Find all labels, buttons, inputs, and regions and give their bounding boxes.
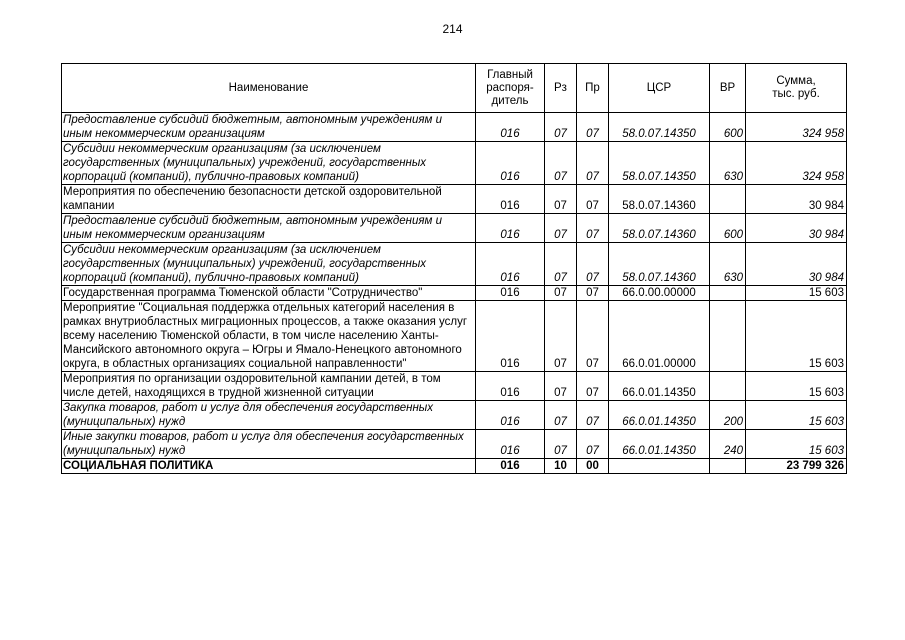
budget-table [61,63,847,474]
cell-rz: 07 [545,401,577,430]
cell-name: Предоставление субсидий бюджетным, автономным учреждениям и иным некоммерческим организациям [62,113,476,142]
cell-name: Субсидии некоммерческим организациям (за исключением государственных (муниципальных) учреждений, государственных корпораций (компаний), публично-правовых компаний) [62,142,476,185]
table-row [62,459,847,474]
cell-vr: 200 [710,401,746,430]
cell-pr: 07 [577,301,609,372]
cell-name: Закупка товаров, работ и услуг для обеспечения государственных (муниципальных) нужд [62,401,476,430]
cell-name: Мероприятия по организации оздоровительной кампании детей, в том числе детей, находящихся в трудной жизненной ситуации [62,372,476,401]
cell-pr: 07 [577,142,609,185]
cell-sum: 30 984 [746,243,847,286]
cell-csr: 66.0.01.14350 [609,372,710,401]
cell-rz: 07 [545,185,577,214]
cell-vr [710,286,746,301]
cell-vr: 630 [710,243,746,286]
cell-sum: 15 603 [746,401,847,430]
cell-name: Субсидии некоммерческим организациям (за исключением государственных (муниципальных) учреждений, государственных корпораций (компаний), публично-правовых компаний) [62,243,476,286]
cell-name: СОЦИАЛЬНАЯ ПОЛИТИКА [62,459,476,474]
cell-grbs: 016 [476,430,545,459]
header-grbs-line2: распоря- [486,81,534,94]
cell-csr: 58.0.07.14360 [609,243,710,286]
cell-sum: 23 799 326 [746,459,847,474]
header-csr: ЦСР [609,64,710,113]
cell-pr: 07 [577,372,609,401]
cell-grbs: 016 [476,185,545,214]
table-body [62,113,847,474]
cell-name: Государственная программа Тюменской области "Сотрудничество" [62,286,476,301]
header-sum [746,64,847,113]
header-name: Наименование [62,64,476,113]
cell-sum: 324 958 [746,142,847,185]
cell-grbs: 016 [476,301,545,372]
cell-sum: 15 603 [746,430,847,459]
header-pr: Пр [577,64,609,113]
table-row [62,301,847,372]
cell-sum: 324 958 [746,113,847,142]
cell-pr: 07 [577,401,609,430]
cell-csr: 58.0.07.14350 [609,113,710,142]
cell-grbs: 016 [476,372,545,401]
cell-vr: 630 [710,142,746,185]
cell-pr: 07 [577,185,609,214]
cell-rz: 07 [545,142,577,185]
table-row [62,243,847,286]
cell-rz: 07 [545,301,577,372]
cell-sum: 15 603 [746,372,847,401]
cell-name: Предоставление субсидий бюджетным, автономным учреждениям и иным некоммерческим организациям [62,214,476,243]
cell-csr: 66.0.01.00000 [609,301,710,372]
cell-sum: 30 984 [746,214,847,243]
cell-name: Мероприятие "Социальная поддержка отдельных категорий населения в рамках внутриобластных миграционных процессов, а также оказания услуг всему населению Тюменской области, в том числе населению Ханты-Мансийского автономного округа – Югры и Ямало-Ненецкого автономного округа, в областных организациях социальной направленности" [62,301,476,372]
cell-rz: 07 [545,372,577,401]
cell-grbs: 016 [476,286,545,301]
cell-csr: 66.0.00.00000 [609,286,710,301]
cell-grbs: 016 [476,243,545,286]
cell-vr: 240 [710,430,746,459]
cell-vr [710,459,746,474]
header-grbs-line3: дитель [491,94,529,107]
table-row [62,286,847,301]
header-sum-line1: Сумма, [776,75,816,87]
table-row [62,142,847,185]
cell-vr [710,372,746,401]
cell-grbs: 016 [476,214,545,243]
table-row [62,214,847,243]
cell-rz: 07 [545,214,577,243]
cell-vr: 600 [710,214,746,243]
cell-sum: 15 603 [746,286,847,301]
cell-sum: 15 603 [746,301,847,372]
cell-rz: 10 [545,459,577,474]
cell-pr: 00 [577,459,609,474]
cell-csr: 58.0.07.14360 [609,214,710,243]
cell-sum: 30 984 [746,185,847,214]
table-row [62,185,847,214]
cell-rz: 07 [545,430,577,459]
header-sum-line2: тыс. руб. [772,88,820,100]
cell-grbs: 016 [476,459,545,474]
cell-grbs: 016 [476,142,545,185]
cell-pr: 07 [577,430,609,459]
header-vr: ВР [710,64,746,113]
table-row [62,372,847,401]
cell-pr: 07 [577,286,609,301]
cell-grbs: 016 [476,113,545,142]
table-row [62,401,847,430]
header-grbs-line1: Главный [487,68,533,81]
cell-csr: 66.0.01.14350 [609,430,710,459]
cell-grbs: 016 [476,401,545,430]
cell-pr: 07 [577,243,609,286]
cell-vr: 600 [710,113,746,142]
cell-vr [710,301,746,372]
cell-csr: 66.0.01.14350 [609,401,710,430]
cell-pr: 07 [577,214,609,243]
table-row [62,113,847,142]
cell-name: Мероприятия по обеспечению безопасности детской оздоровительной кампании [62,185,476,214]
page-number: 214 [442,22,463,36]
cell-pr: 07 [577,113,609,142]
cell-rz: 07 [545,243,577,286]
cell-rz: 07 [545,286,577,301]
table-row [62,430,847,459]
cell-name: Иные закупки товаров, работ и услуг для обеспечения государственных (муниципальных) нужд [62,430,476,459]
header-rz: Рз [545,64,577,113]
cell-csr: 58.0.07.14360 [609,185,710,214]
table-header-row [62,64,847,113]
cell-csr: 58.0.07.14350 [609,142,710,185]
cell-vr [710,185,746,214]
cell-rz: 07 [545,113,577,142]
cell-csr [609,459,710,474]
header-grbs [476,64,545,113]
